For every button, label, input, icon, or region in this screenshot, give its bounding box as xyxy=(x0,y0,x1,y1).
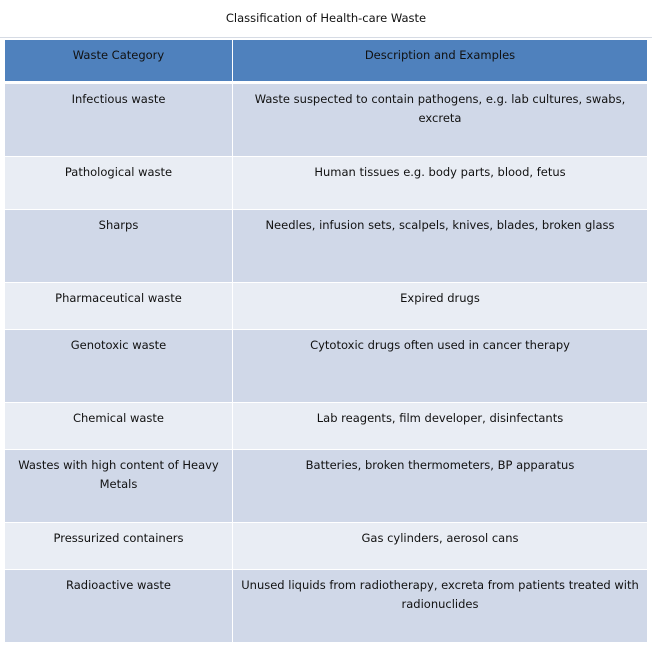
cell-category: Pressurized containers xyxy=(5,523,232,570)
waste-classification-table xyxy=(5,40,647,643)
table-row xyxy=(5,570,647,643)
cell-description: Batteries, broken thermometers, BP apparatus xyxy=(232,450,647,523)
table-row xyxy=(5,283,647,330)
cell-description: Human tissues e.g. body parts, blood, fetus xyxy=(232,157,647,210)
header-description: Description and Examples xyxy=(232,40,647,84)
cell-category: Genotoxic waste xyxy=(5,330,232,403)
cell-description: Waste suspected to contain pathogens, e.g. lab cultures, swabs, excreta xyxy=(232,84,647,157)
cell-description: Expired drugs xyxy=(232,283,647,330)
table-header-row xyxy=(5,40,647,84)
cell-description: Unused liquids from radiotherapy, excreta from patients treated with radionuclides xyxy=(232,570,647,643)
table-row xyxy=(5,403,647,450)
cell-description: Gas cylinders, aerosol cans xyxy=(232,523,647,570)
cell-description: Needles, infusion sets, scalpels, knives, blades, broken glass xyxy=(232,210,647,283)
cell-category: Infectious waste xyxy=(5,84,232,157)
table-row xyxy=(5,330,647,403)
table-row xyxy=(5,523,647,570)
cell-description: Lab reagents, film developer, disinfectants xyxy=(232,403,647,450)
cell-category: Chemical waste xyxy=(5,403,232,450)
table-row xyxy=(5,450,647,523)
cell-description: Cytotoxic drugs often used in cancer therapy xyxy=(232,330,647,403)
cell-category: Wastes with high content of Heavy Metals xyxy=(5,450,232,523)
header-waste-category: Waste Category xyxy=(5,40,232,84)
title-divider xyxy=(0,37,652,38)
table-row xyxy=(5,84,647,157)
table-row xyxy=(5,210,647,283)
cell-category: Pharmaceutical waste xyxy=(5,283,232,330)
cell-category: Sharps xyxy=(5,210,232,283)
cell-category: Pathological waste xyxy=(5,157,232,210)
document-title: Classification of Health-care Waste xyxy=(225,11,427,25)
cell-category: Radioactive waste xyxy=(5,570,232,643)
table-row xyxy=(5,157,647,210)
